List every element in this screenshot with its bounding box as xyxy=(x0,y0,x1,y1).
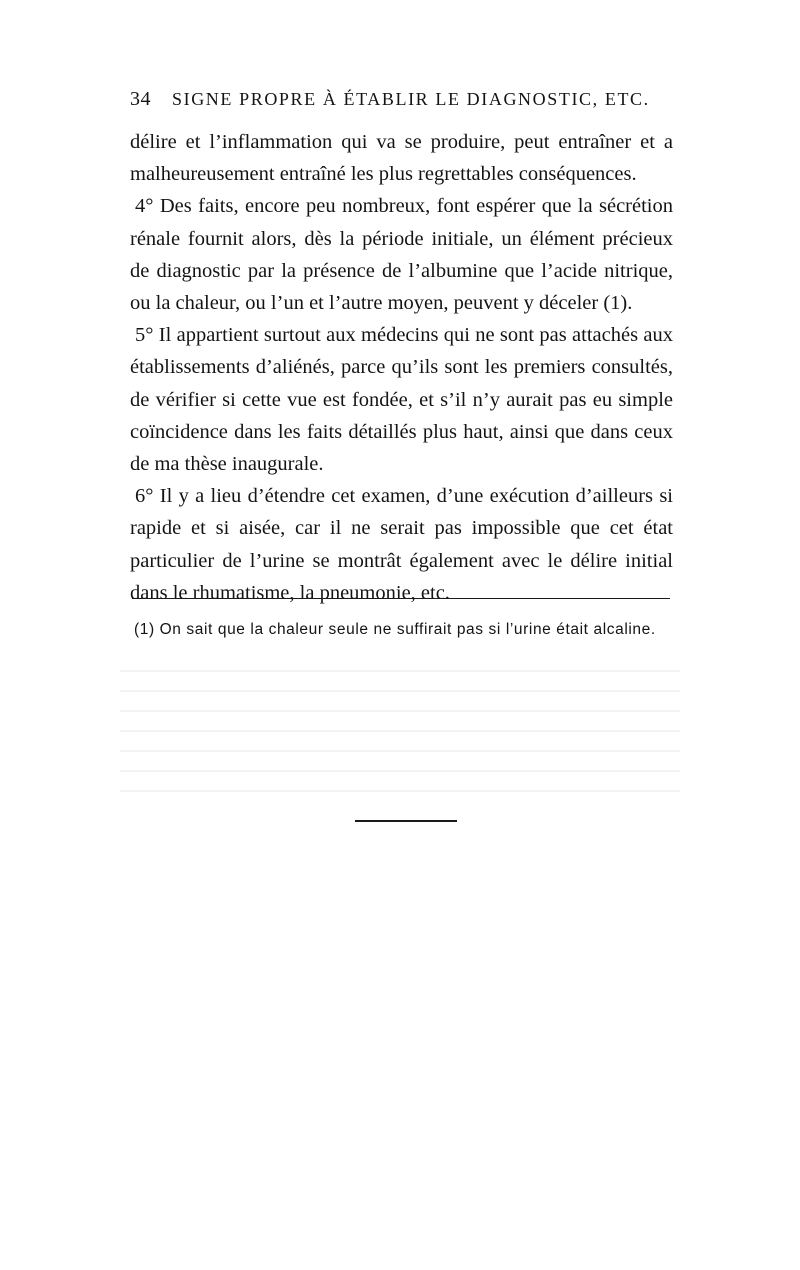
paragraph-5: 5° Il appartient surtout aux médecins qui ne sont pas attachés aux établissements d’aliénés, parce qu’ils sont les premiers consultés, de vérifier si cette vue est fondée, et s’il n’y aurait pas eu simple coïncidence dans les faits détaillés plus haut, ainsi que dans ceux de ma thèse inaugurale. xyxy=(130,324,673,476)
running-head xyxy=(130,88,676,118)
running-title: SIGNE PROPRE À ÉTABLIR LE DIAGNOSTIC, ETC. xyxy=(172,89,650,109)
show-through-texture xyxy=(120,652,680,802)
page-number: 34 xyxy=(130,88,151,110)
paragraph-continuation: délire et l’inflammation qui va se produire, peut entraîner et a malheureusement entraîné les plus regrettables conséquences. xyxy=(130,131,673,186)
footnote-separator xyxy=(132,598,670,599)
paragraph-6: 6° Il y a lieu d’étendre cet examen, d’une exécution d’ailleurs si rapide et si aisée, car il ne serait pas impossible que cet état particulier de l’urine se montrât également avec le délire initial dans le rhumatisme, la pneumonie, etc. xyxy=(130,485,673,604)
end-ornament-rule xyxy=(355,820,457,822)
paragraph-4: 4° Des faits, encore peu nombreux, font espérer que la sécrétion rénale fournit alors, dès la période initiale, un élément précieux de diagnostic par la présence de l’albumine que l’acide nitrique, ou la chaleur, ou l’un et l’autre moyen, peuvent y déceler (1). xyxy=(130,195,673,315)
body-text xyxy=(130,126,673,609)
footnote: (1) On sait que la chaleur seule ne suffirait pas si l’urine était alcaline. xyxy=(134,621,656,638)
